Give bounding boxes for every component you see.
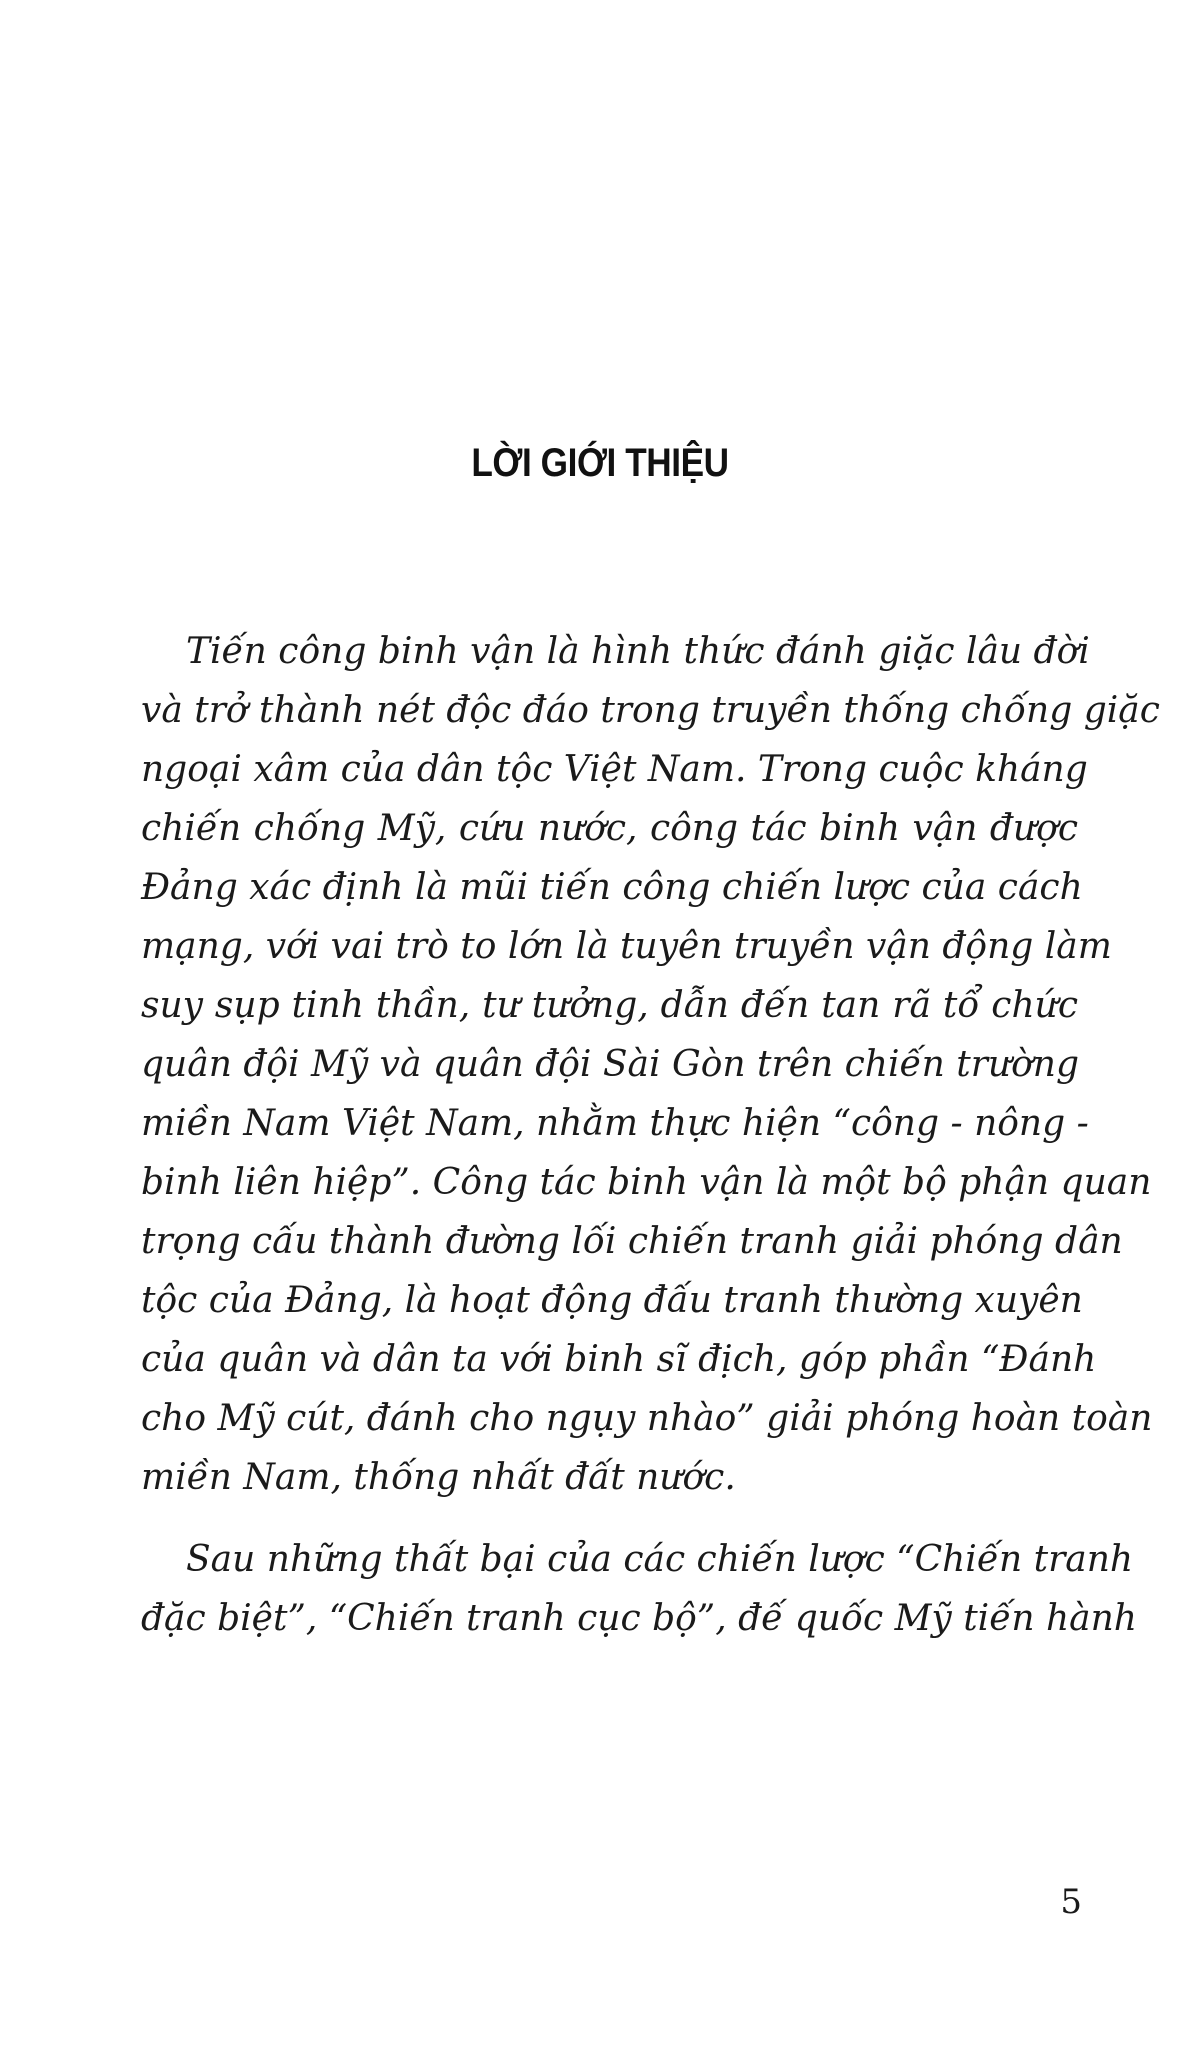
text-line: ngoại xâm của dân tộc Việt Nam. Trong cuộc kháng bbox=[141, 749, 1088, 790]
text-line: cho Mỹ cút, đánh cho ngụy nhào” giải phóng hoàn toàn bbox=[141, 1398, 1153, 1439]
text-line: và trở thành nét độc đáo trong truyền thống chống giặc bbox=[141, 690, 1160, 731]
text-line: trọng cấu thành đường lối chiến tranh giải phóng dân bbox=[141, 1221, 1123, 1262]
paragraph-1 bbox=[141, 622, 1160, 1507]
text-line: miền Nam Việt Nam, nhằm thực hiện “công - nông - bbox=[141, 1103, 1089, 1144]
text-line: suy sụp tinh thần, tư tưởng, dẫn đến tan rã tổ chức bbox=[141, 985, 1078, 1026]
page-title: LỜI GIỚI THIỆU bbox=[471, 441, 729, 485]
text-line: của quân và dân ta với binh sĩ địch, góp phần “Đánh bbox=[141, 1339, 1097, 1380]
text-line: Đảng xác định là mũi tiến công chiến lược của cách bbox=[141, 867, 1083, 908]
body-text bbox=[141, 622, 1160, 1648]
text-line: quân đội Mỹ và quân đội Sài Gòn trên chiến trường bbox=[141, 1044, 1080, 1085]
paragraph-2 bbox=[141, 1530, 1137, 1648]
text-line: đặc biệt”, “Chiến tranh cục bộ”, đế quốc Mỹ tiến hành bbox=[141, 1598, 1137, 1639]
text-line: miền Nam, thống nhất đất nước. bbox=[141, 1457, 736, 1498]
text-line: binh liên hiệp”. Công tác binh vận là một bộ phận quan bbox=[141, 1162, 1152, 1203]
text-line: chiến chống Mỹ, cứu nước, công tác binh vận được bbox=[141, 808, 1078, 849]
text-line: Tiến công binh vận là hình thức đánh giặc lâu đời bbox=[186, 631, 1090, 672]
page-number: 5 bbox=[1060, 1882, 1082, 1922]
text-line: Sau những thất bại của các chiến lược “Chiến tranh bbox=[186, 1539, 1134, 1580]
text-line: tộc của Đảng, là hoạt động đấu tranh thường xuyên bbox=[141, 1280, 1083, 1321]
text-line: mạng, với vai trò to lớn là tuyên truyền vận động làm bbox=[141, 926, 1112, 967]
